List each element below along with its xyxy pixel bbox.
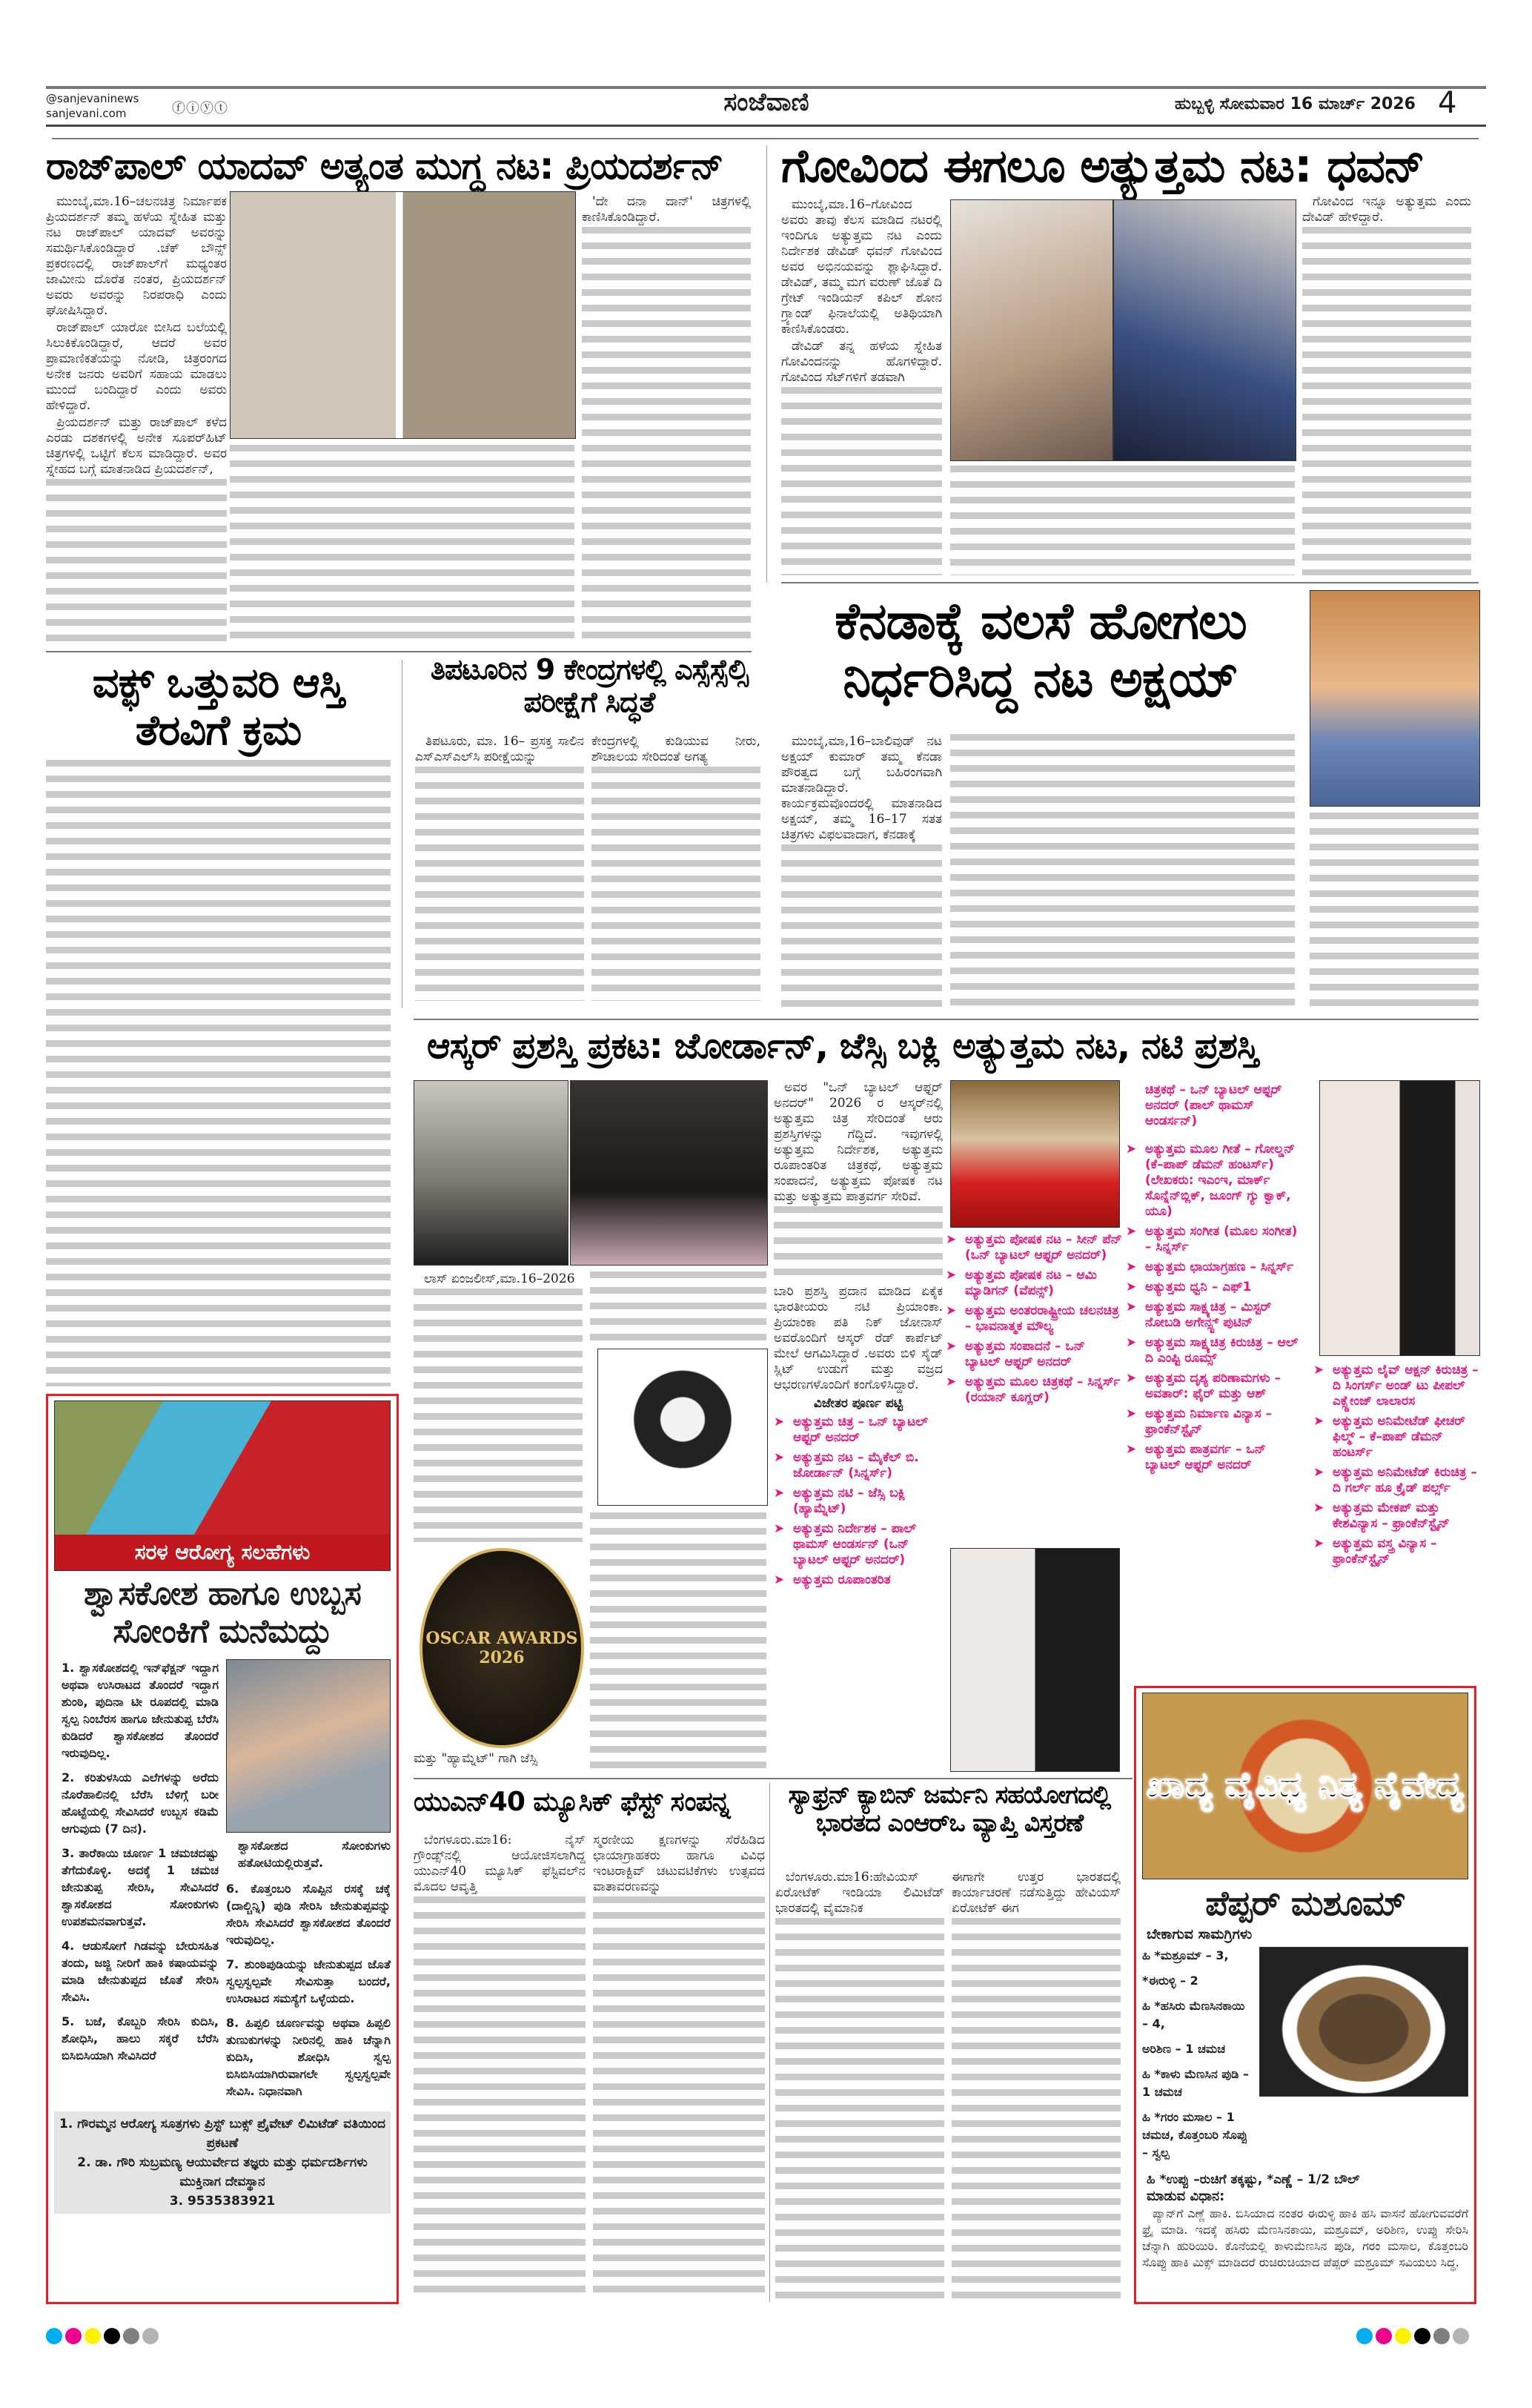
- paragraph: ಬಾರಿ ಪ್ರಶಸ್ತಿ ಪ್ರದಾನ ಮಾಡಿದ ಏಕೈಕ ಭಾರತೀಯರು ನಟಿ ಪ್ರಿಯಾಂಕಾ. ಪ್ರಿಯಾಂಕಾ ಪತಿ ನಿಕ್ ಜೋನಾಸ್ ಅವರೊಂದಿಗೆ ಆಸ್ಕರ್ ರೆಡ್ ಕಾರ್ಪೆಟ್ ಮೇಲೆ ಆಗಮಿಸಿದ್ದಾರೆ .ಅವರು ಬಿಳಿ ಸೈಡ್ ಸ್ಲಿಟ್ ಉಡುಗೆ ಮತ್ತು ವಜ್ರದ ಆಭರಣಗಳೊಂದಿಗೆ ಕಂಗೊಳಿಸಿದ್ದಾರೆ.: [774, 1284, 943, 1392]
- spices-banner-image: [1142, 1693, 1468, 1879]
- oscar-actor-photo: [597, 1349, 768, 1506]
- health-box: [46, 1394, 399, 2304]
- rajpal-headline: ರಾಜ್‌ಪಾಲ್ ಯಾದವ್ ಅತ್ಯಂತ ಮುಗ್ಧ ನಟ: ಪ್ರಿಯದರ್ಶನ್: [46, 145, 723, 188]
- winner-item: ➤ ಅತ್ಯುತ್ತಮ ದೃಶ್ಯ ಪರಿಣಾಮಗಳು – ಅವತಾರ್: ಫೈರ್ ಮತ್ತು ಆಶ್: [1126, 1371, 1300, 1402]
- recipe-method: [1142, 2206, 1468, 2271]
- tiptur-body-col1: [415, 734, 584, 1001]
- health-headline: ಶ್ವಾಸಕೋಶ ಹಾಗೂ ಉಬ್ಬಸ ಸೋಂಕಿಗೆ ಮನೆಮದ್ದು: [84, 1575, 361, 1650]
- text-lines: [414, 1896, 586, 2300]
- winner-item: ➤ ಅತ್ಯುತ್ತಮ ಸಂಪಾದನೆ – ಒನ್ ಬ್ಯಾಟಲ್ ಆಫ್ಟರ್ ಅನದರ್: [946, 1339, 1122, 1370]
- winners-list: [1126, 1142, 1300, 1478]
- govinda-body-col3: [1302, 194, 1471, 575]
- oscar-poster-image: [420, 1548, 584, 1748]
- cyan-dot: [1356, 2328, 1373, 2344]
- instagram-icon[interactable]: ⓘ: [186, 101, 200, 116]
- section-rule: [781, 582, 1479, 583]
- list-item: 2. ಡಾ. ಗೌರಿ ಸುಬ್ರಮಣ್ಯ ಆಯುರ್ವೇದ ತಜ್ಞರು ಮತ್ತು ಧರ್ಮದರ್ಶಿಗಳು ಮುಕ್ತಿನಾಗ ದೇವಸ್ಥಾನ: [77, 2155, 368, 2190]
- health-tips-left: [54, 1659, 219, 2071]
- list-item: 3. ತಾರೆಕಾಯಿ ಚೂರ್ಣ 1 ಚಮಚದಷ್ಟು ತೆಗೆದುಕೊಳ್ಳಿ. ಅದಕ್ಕೆ 1 ಚಮಚ ಜೇನುತುಪ್ಪ ಸೇರಿಸಿ, ಸೇವಿಸಿದರೆ ಶ್ವಾಸಕೋಶದ ಸೋಂಕುಗಳು ಉಪಶಮನವಾಗುತ್ತವೆ.: [62, 1846, 219, 1929]
- winner-item: ➤ ಅತ್ಯುತ್ತಮ ಪೋಷಕ ನಟ – ಆಮಿ ಮ್ಯಾಡಿಗನ್ (ವೆಪನ್ಸ್): [946, 1268, 1122, 1299]
- cyan-dot: [46, 2328, 62, 2344]
- winners-list-title: ವಿಜೇತರ ಪೂರ್ಣ ಪಟ್ಟಿ: [813, 1396, 903, 1411]
- list-item: ಹಿ *ಮಶ್ರೂಮ್ – 3,: [1142, 1948, 1229, 1962]
- ingredients-row: [1142, 1947, 1468, 2169]
- dateline: ಲಾಸ್ ಏಂಜಲೀಸ್,ಮಾ.16–2026: [424, 1271, 575, 1286]
- inhaler-man-photo: [226, 1659, 391, 1833]
- social-handle[interactable]: @sanjevaninews: [46, 92, 139, 105]
- paragraph: ಬೆಂಗಳೂರು.ಮಾ16: ನೈಸ್ ಗ್ರೌಂಡ್ಸ್‌ನಲ್ಲಿ ಆಯೋಜಿಸಲಾಗಿದ್ದ ಯುಎನ್‌40 ಮ್ಯೂಸಿಕ್ ಫೆಸ್ಟಿವಲ್‌ನ ಮೊದಲ ಆವೃತ್ತಿ: [414, 1833, 586, 1894]
- oscar-tail: ಮತ್ತು "ಹ್ಯಾಮ್ನೆಟ್" ಗಾಗಿ ಜೆಸ್ಸಿ: [414, 1751, 538, 1766]
- winner-item: ➤ ಅತ್ಯುತ್ತಮ ಅನಿಮೇಟೆಡ್ ಕಿರುಚಿತ್ರ – ದಿ ಗರ್ಲ್ ಹೂ ಕ್ರೈಡ್ ಪರ್ಲ್ಸ್: [1313, 1465, 1480, 1496]
- text-lines: [775, 1918, 944, 2300]
- paragraph: ಬೆಂಗಳೂರು.ಮಾ16:ಹೇವಿಯಸ್ ಏರೋಟೆಕ್ ಇಂಡಿಯಾ ಲಿಮಿಟೆಡ್ ಭಾರತದಲ್ಲಿ ವೈಮಾನಿಕ: [775, 1870, 944, 1916]
- yellow-dot: [1395, 2328, 1411, 2344]
- paragraph: ಮುಂಬೈ,ಮಾ.16–ಚಲನಚಿತ್ರ ನಿರ್ಮಾಪಕ ಪ್ರಿಯದರ್ಶನ್ ತಮ್ಮ ಹಳೆಯ ಸ್ನೇಹಿತ ಮತ್ತು ನಟ ರಾಜ್‌ಪಾಲ್ ಯಾದವ್ ಅವರನ್ನು ಸಮರ್ಥಿಸಿಕೊಂಡಿದ್ದಾರೆ .ಚೆಕ್ ಬೌನ್ಸ್ ಪ್ರಕರಣದಲ್ಲಿ ರಾಜ್‌ಪಾಲ್‌ಗೆ ಮಧ್ಯಂತರ ಜಾಮೀನು ದೊರೆತ ನಂತರ, ಪ್ರಿಯದರ್ಶನ್ ಅವರು ಅವರನ್ನು ನಿರಪರಾಧಿ ಎಂದು ಘೋಷಿಸಿದ್ದಾರೆ.: [46, 194, 227, 318]
- govinda-photo: [1113, 199, 1296, 461]
- winner-item: ➤ ಅತ್ಯುತ್ತಮ ಚಿತ್ರ – ಒನ್ ಬ್ಯಾಟಲ್ ಆಫ್ಟರ್ ಅನದರ್: [774, 1415, 943, 1446]
- paragraph: ರಾಜ್‌ಪಾಲ್ ಯಾರೋ ಬೀಸಿದ ಬಲೆಯಲ್ಲಿ ಸಿಲುಕಿಕೊಂಡಿದ್ದಾರೆ, ಆದರೆ ಅವರ ಪ್ರಾಮಾಣಿಕತೆಯನ್ನು ನೋಡಿ, ಚಿತ್ರರಂಗದ ಅನೇಕ ಜನರು ಅವರಿಗೆ ಸಹಾಯ ಮಾಡಲು ಮುಂದೆ ಬಂದಿದ್ದಾರೆ ಎಂದು ಅವರು ಹೇಳಿದ್ದಾರೆ.: [46, 320, 227, 413]
- site-link[interactable]: sanjevani.com: [46, 107, 127, 120]
- david-dhawan-photo: [950, 199, 1113, 461]
- list-item: 2. ಕರಿತುಳಸಿಯ ಎಲೆಗಳನ್ನು ಅರೆದು ನೊರೆಹಾಲಿನಲ್ಲಿ ಬೆರೆಸಿ ಬೆಳಿಗ್ಗೆ ಬರೀ ಹೊಟ್ಟೆಯಲ್ಲಿ ಸೇವಿಸಿದರೆ ಉಬ್ಬಸ ಕಡಿಮೆ ಆಗುವುದು (7 ದಿನ).: [62, 1770, 219, 1836]
- method-title: ಮಾಡುವ ವಿಧಾನ:: [1147, 2188, 1225, 2204]
- list-item: 8. ಹಿಪ್ಪಲಿ ಚೂರ್ಣವನ್ನು ಅಥವಾ ಹಿಪ್ಪಲಿ ತುಣುಕುಗಳನ್ನು ನೀರಿನಲ್ಲಿ ಹಾಕಿ ಚೆನ್ನಾಗಿ ಕುದಿಸಿ, ಶೋಧಿಸಿ ಸ್ವಲ್ಪ ಬಿಸಿಬಿಸಿಯಾಗಿರುವಾಗಲೇ ಸ್ವಲ್ಪಸ್ವಲ್ಪವೇ ಸೇವಿಸಿ. ನಿಧಾನವಾಗಿ: [226, 2016, 391, 2099]
- winner-item: ➤ ಅತ್ಯುತ್ತಮ ವಸ್ತ್ರ ವಿನ್ಯಾಸ – ಫ್ರಾಂಕೆನ್‌ಸ್ಟೈನ್: [1313, 1536, 1480, 1567]
- paragraph: ಪ್ಯಾನ್‌ಗೆ ಎಣ್ಣೆ ಹಾಕಿ. ಬಿಸಿಯಾದ ನಂತರ ಈರುಳ್ಳಿ ಹಾಕಿ ಹಸಿ ವಾಸನೆ ಹೋಗುವವರೆಗೆ ಫ್ರೈ ಮಾಡಿ. ಇದಕ್ಕೆ ಹಸಿರು ಮೆಣಸಿನಕಾಯಿ, ಮಶ್ರೂಮ್, ಅರಿಶಿಣ, ಉಪ್ಪು ಸೇರಿಸಿ ಚೆನ್ನಾಗಿ ಹುರಿಯಿರಿ. ಕೊನೆಯಲ್ಲಿ ಕಾಳುಮೆಣಸಿನ ಪುಡಿ, ಗರಂ ಮಸಾಲ, ಕೊತ್ತಂಬರಿ ಸೊಪ್ಪು ಹಾಕಿ ಮಿಕ್ಸ್ ಮಾಡಿದರೆ ರುಚಿರುಚಿಯಾದ ಪೆಪ್ಪರ್ ಮಶ್ರೂಮ್ ಸವಿಯಲು ಸಿದ್ಧ.: [1142, 2206, 1468, 2269]
- un40-body-col2: [593, 1833, 765, 2300]
- oscar-body-col2-bottom: [590, 1512, 766, 1768]
- list-item: 7. ಶುಂಠಿಪುಡಿಯನ್ನು ಜೇನುತುಪ್ಪದ ಜೊತೆ ಸ್ವಲ್ಪಸ್ವಲ್ಪವೇ ಸೇವಿಸುತ್ತಾ ಬಂದರೆ, ಉಸಿರಾಟದ ಸಮಸ್ಯೆಗೆ ಒಳ್ಳೆಯದು.: [226, 1957, 391, 2006]
- black-dot: [104, 2328, 120, 2344]
- oscar-body-col2-top: [590, 1271, 766, 1342]
- section-rule: [414, 1019, 1479, 1020]
- section-rule: [414, 1778, 1133, 1779]
- akshay-body-col1: [781, 734, 942, 1013]
- winner-item: ➤ ಅತ್ಯುತ್ತಮ ಮೇಕಪ್ ಮತ್ತು ಕೇಶವಿನ್ಯಾಸ – ಫ್ರಾಂಕೆನ್‌ಸ್ಟೈನ್: [1313, 1501, 1480, 1532]
- paragraph: ತಿಪಟೂರು, ಮಾ. 16– ಪ್ರಸಕ್ತ ಸಾಲಿನ ಎಸ್‌ಎಸ್‌ಎಲ್‌ಸಿ ಪರೀಕ್ಷೆಯನ್ನು: [415, 734, 584, 764]
- yellow-dot: [84, 2328, 101, 2344]
- paragraph: ಕೇಂದ್ರಗಳಲ್ಲಿ ಕುಡಿಯುವ ನೀರು, ಶೌಚಾಲಯ ಸೇರಿದಂತೆ ಅಗತ್ಯ: [591, 734, 760, 764]
- winners-list: [774, 1415, 943, 1588]
- winner-item: ➤ ಅತ್ಯುತ್ತಮ ಮೂಲ ಚಿತ್ರಕಥೆ – ಸಿನ್ನರ್ಸ್ (ರಯಾನ್ ಕೂಗ್ಲರ್): [946, 1375, 1122, 1406]
- black-dot: [1414, 2328, 1430, 2344]
- paragraph: 'ದೇ ದನಾ ದಾನ್' ಚಿತ್ರಗಳಲ್ಲಿ ಕಾಣಿಸಿಕೊಂಡಿದ್ದಾರೆ.: [582, 194, 751, 225]
- tiptur-headline: ತಿಪಟೂರಿನ 9 ಕೇಂದ್ರಗಳಲ್ಲಿ ಎಸ್ಸೆಸ್ಸೆಲ್ಸಿ ಪರೀಕ್ಷೆಗೆ ಸಿದ್ಧತೆ: [430, 653, 749, 718]
- list-item: ಅರಿಶಿಣ – 1 ಚಮಚ: [1142, 2041, 1226, 2056]
- govinda-headline: ಗೋವಿಂದ ಈಗಲೂ ಅತ್ಯುತ್ತಮ ನಟ: ಧವನ್: [781, 139, 1425, 193]
- ingredients-last: ಹಿ *ಉಪ್ಪು –ರುಚಿಗೆ ತಕ್ಕಷ್ಟು, *ಎಣ್ಣೆ – 1/2 ಬೌಲ್: [1147, 2172, 1360, 2187]
- column-divider: [766, 145, 767, 583]
- column-divider: [769, 1783, 770, 2302]
- gray-dot: [123, 2328, 139, 2344]
- winners-list-continued: ಚಿತ್ರಕಥೆ – ಒನ್ ಬ್ಯಾಟಲ್ ಆಫ್ಟರ್ ಅನದರ್ (ಪಾಲ್ ಥಾಮಸ್ ಆಂಡರ್ಸನ್): [1145, 1082, 1282, 1128]
- recipe-box: [1134, 1686, 1476, 2304]
- winner-item: ➤ ಅತ್ಯುತ್ತಮ ಮೂಲ ಗೀತೆ – ಗೋಲ್ಡನ್ (ಕೆ–ಪಾಪ್ ಡೆಮನ್ ಹಂಟರ್ಸ್) (ಲೇಖಕರು: ಇಎಂಇ, ಮಾರ್ಕ್ ಸೊನ್ನೆನ್‌ಬ್ಲಿಕ್, ಜೂಂಗ್ ಗ್ಯು ಕ್ವಾಕ್, ಯೂ): [1126, 1142, 1300, 1220]
- text-lines: [781, 844, 942, 1013]
- health-credits: [54, 2111, 391, 2214]
- health-banner-image: [54, 1400, 391, 1571]
- govinda-body-col2: [950, 466, 1295, 575]
- list-item: *ಈರುಳ್ಳಿ – 2: [1142, 1973, 1198, 1988]
- list-item: ಹಿ *ಕಾಳು ಮೆಣಸಿನ ಪುಡಿ – 1 ಚಮಚ: [1142, 2066, 1249, 2099]
- oscar-director-photo: [414, 1080, 568, 1266]
- health-tips-row: [54, 1659, 391, 2107]
- light-gray-dot: [1453, 2328, 1469, 2344]
- paragraph: ಗೋವಿಂದ ಇನ್ನೂ ಅತ್ಯುತ್ತಮ ಎಂದು ದೇವಿಡ್ ಹೇಳಿದ್ದಾರೆ.: [1302, 194, 1471, 225]
- masthead-rule: [46, 125, 1486, 127]
- winner-item: ➤ ಅತ್ಯುತ್ತಮ ಅನಿಮೇಟೆಡ್ ಫೀಚರ್ ಫಿಲ್ಮ್ – ಕೆ–ಪಾಪ್ ಡೆಮನ್ ಹಂಟರ್ಸ್: [1313, 1414, 1480, 1461]
- priyanka-red-carpet-photo: [1319, 1080, 1480, 1356]
- text-lines: [781, 387, 942, 575]
- text-lines: [414, 1289, 583, 1542]
- winner-item: ➤ ಅತ್ಯುತ್ತಮ ಪೋಷಕ ನಟ – ಸೀನ್ ಪೆನ್ (ಒನ್ ಬ್ಯಾಟಲ್ ಆಫ್ಟರ್ ಅನದರ್): [946, 1232, 1122, 1263]
- oscar-headline: ಆಸ್ಕರ್ ಪ್ರಶಸ್ತಿ ಪ್ರಕಟ: ಜೋರ್ಡಾನ್, ಜೆಸ್ಸಿ ಬಕ್ಲಿ ಅತ್ಯುತ್ತಮ ನಟ, ನಟಿ ಪ್ರಶಸ್ತಿ: [427, 1025, 1259, 1067]
- health-right-column: [226, 1659, 391, 2107]
- paragraph: ಸ್ಮರಣೀಯ ಕ್ಷಣಗಳನ್ನು ಸೆರೆಹಿಡಿದ ಛಾಯಾಗ್ರಾಹಕರು ಹಾಗೂ ವಿವಿಧ ಇಂಟರಾಕ್ಟಿವ್ ಚಟುವಟಿಕೆಗಳು ಉತ್ಸವದ ವಾತಾವರಣವನ್ನು: [593, 1833, 765, 1894]
- winner-item: ➤ ಅತ್ಯುತ್ತಮ ನಿರ್ಮಾಣ ವಿನ್ಯಾಸ – ಫ್ರಾಂಕೆನ್‌ಸ್ಟೈನ್: [1126, 1406, 1300, 1438]
- saffron-body-col1: [775, 1870, 944, 2300]
- saffron-body-col2: [952, 1870, 1121, 2300]
- akshay-photo: [1310, 590, 1480, 807]
- winners-list: [1313, 1363, 1480, 1572]
- winner-item: ➤ ಅತ್ಯುತ್ತಮ ರೂಪಾಂತರಿತ: [774, 1572, 943, 1588]
- poster-text: OSCAR AWARDS 2026: [425, 1629, 578, 1667]
- winner-item: ➤ ಅತ್ಯುತ್ತಮ ಸಾಕ್ಷ್ಯಚಿತ್ರ ಕಿರುಚಿತ್ರ – ಆಲ್ ದಿ ಎಂಪ್ಟಿ ರೂಮ್ಸ್: [1126, 1335, 1300, 1366]
- winner-item: ➤ ಅತ್ಯುತ್ತಮ ಅಂತರರಾಷ್ಟ್ರೀಯ ಚಲನಚಿತ್ರ – ಭಾವನಾತ್ಮಕ ಮೌಲ್ಯ: [946, 1303, 1122, 1334]
- un40-headline: ಯುಎನ್‌40 ಮ್ಯೂಸಿಕ್ ಫೆಸ್ಟ್ ಸಂಪನ್ನ: [414, 1787, 730, 1817]
- saffron-headline: ಸ್ಯಾಫ್ರನ್ ಕ್ಯಾಬಿನ್ ಜರ್ಮನಿ ಸಹಯೋಗದಲ್ಲಿ ಭಾರತದ ಎಂಆರ್‌ಒ ವ್ಯಾಪ್ತಿ ವಿಸ್ತರಣೆ: [788, 1780, 1111, 1837]
- rajpal-priyadarshan-photo: [230, 191, 576, 439]
- text-lines: [952, 1918, 1121, 2300]
- winners-list: [946, 1232, 1122, 1410]
- oscar-body-col1: [414, 1271, 583, 1542]
- winner-item: ➤ ಅತ್ಯುತ್ತಮ ಸಂಗೀತ (ಮೂಲ ಸಂಗೀತ) – ಸಿನ್ನರ್ಸ್: [1126, 1224, 1300, 1255]
- wakf-headline: ವಕ್ಫ್ ಒತ್ತುವರಿ ಆಸ್ತಿ ತೆರವಿಗೆ ಕ್ರಮ: [92, 659, 345, 755]
- winner-item: ➤ ಅತ್ಯುತ್ತಮ ಸಾಕ್ಷ್ಯಚಿತ್ರ – ಮಿಸ್ಟರ್ ನೋಬಡಿ ಅಗೇನ್ಸ್ಟ್ ಪುಟಿನ್: [1126, 1300, 1300, 1331]
- list-item: ಹಿ *ಹಸಿರು ಮೆಣಸಿನಕಾಯಿ – 4,: [1142, 1998, 1245, 2031]
- paragraph: ಡೇವಿಡ್ ತನ್ನ ಹಳೆಯ ಸ್ನೇಹಿತ ಗೋವಿಂದನನ್ನು ಹೊಗಳಿದ್ದಾರೆ. ಗೋವಿಂದ ಸೆಟ್‌ಗಳಿಗೆ ತಡವಾಗಿ: [781, 339, 942, 385]
- oscar-winners-group-photo: [570, 1080, 768, 1266]
- magenta-dot: [65, 2328, 82, 2344]
- text-lines: [774, 1206, 943, 1284]
- tiptur-body-col2: [591, 734, 760, 1001]
- dateline: ಹುಬ್ಬಳ್ಳಿ ಸೋಮವಾರ 16 ಮಾರ್ಚ್ 2026: [1174, 95, 1416, 113]
- text-lines: [46, 479, 227, 645]
- magenta-dot: [1376, 2328, 1392, 2344]
- winner-item: ➤ ಅತ್ಯುತ್ತಮ ಪಾತ್ರವರ್ಗ – ಒನ್ ಬ್ಯಾಟಲ್ ಆಫ್ಟರ್ ಅನದರ್: [1126, 1442, 1300, 1473]
- oscar-body-col3: [774, 1080, 943, 1592]
- tip-5-continued: ಶ್ವಾಸಕೋಶದ ಸೋಂಕುಗಳು ಹತೋಟಿಯಲ್ಲಿರುತ್ತವೆ.: [238, 1839, 391, 1870]
- ingredients-list: [1142, 1947, 1253, 2169]
- rajpal-body-col3: [582, 194, 751, 645]
- winner-item: ➤ ಅತ್ಯುತ್ತಮ ನಟಿ – ಜೆಸ್ಸಿ ಬಕ್ಲಿ (ಹ್ಯಾಮ್ನೆಟ್): [774, 1486, 943, 1517]
- text-lines: [415, 767, 584, 1001]
- page-number: 4: [1438, 86, 1457, 120]
- un40-body-col1: [414, 1833, 586, 2300]
- govinda-body-col1: [781, 197, 942, 575]
- section-rule: [46, 651, 752, 652]
- color-registration-right: [1356, 2328, 1472, 2347]
- winner-item: ➤ ಅತ್ಯುತ್ತಮ ನಟ – ಮೈಕೆಲ್ ಬಿ. ಜೋರ್ಡಾನ್ (ಸಿನ್ನರ್ಸ್): [774, 1450, 943, 1481]
- text-lines: [582, 227, 751, 645]
- paragraph: ಅವರ "ಒನ್ ಬ್ಯಾಟಲ್ ಆಫ್ಟರ್ ಅನದರ್" 2026 ರ ಆಸ್ಕರ್‌ನಲ್ಲಿ ಅತ್ಯುತ್ತಮ ಚಿತ್ರ ಸೇರಿದಂತೆ ಆರು ಪ್ರಶಸ್ತಿಗಳನ್ನು ಗೆದ್ದಿದೆ. ಇವುಗಳಲ್ಲಿ ಅತ್ಯುತ್ತಮ ನಿರ್ದೇಶಕ, ಅತ್ಯುತ್ತಮ ರೂಪಾಂತರಿತ ಚಿತ್ರಕಥೆ, ಅತ್ಯುತ್ತಮ ಸಂಪಾದನೆ, ಅತ್ಯುತ್ತಮ ಪೋಷಕ ನಟ ಮತ್ತು ಅತ್ಯುತ್ತಮ ಪಾತ್ರವರ್ಗ ಸೇರಿವೆ.: [774, 1080, 943, 1204]
- list-item: 1. ಶ್ವಾಸಕೋಶದಲ್ಲಿ ಇನ್‌ಫೆಕ್ಷನ್ ಇದ್ದಾಗ ಅಥವಾ ಉಸಿರಾಟದ ತೊಂದರೆ ಇದ್ದಾಗ ಶುಂಠಿ, ಪುದಿನಾ ಟೀ ರೂಪದಲ್ಲಿ ಮಾಡಿ ಸ್ವಲ್ಪ ನಿಂಬೆರಸ ಹಾಗೂ ಜೇನುತುಪ್ಪ ಬೆರೆಸಿ ಕುಡಿದರೆ ಶ್ವಾಸಕೋಶದ ತೊಂದರೆ ಇರುವುದಿಲ್ಲ.: [62, 1661, 219, 1761]
- pepper-mushroom-photo: [1259, 1947, 1468, 2097]
- health-banner-text: ಸರಳ ಆರೋಗ್ಯ ಸಲಹೆಗಳು: [55, 1535, 390, 1570]
- facebook-icon[interactable]: ⓕ: [172, 101, 186, 116]
- gray-dot: [1433, 2328, 1450, 2344]
- akshay-body-col2: [950, 734, 1295, 1013]
- list-item: 4. ಆಡುಸೋಗೆ ಗಿಡವನ್ನು ಬೇರುಸಹಿತ ತಂದು, ಜಜ್ಜಿ ನೀರಿಗೆ ಹಾಕಿ ಕಷಾಯವನ್ನು ಮಾಡಿ ಜೇನುತುಪ್ಪದ ಜೊತೆ ಸೇರಿಸಿ ಸೇವಿಸಿ.: [62, 1939, 219, 2005]
- social-icons: [172, 98, 228, 117]
- akshay-headline: ಕೆನಡಾಕ್ಕೆ ವಲಸೆ ಹೋಗಲು ನಿರ್ಧರಿಸಿದ್ದ ನಟ ಅಕ್ಷಯ್: [835, 592, 1247, 710]
- paragraph: ಮುಂಬೈ,ಮಾ.16–ಗೋವಿಂದ ಅವರು ತಾವು ಕೆಲಸ ಮಾಡಿದ ನಟರಲ್ಲಿ ಇಂದಿಗೂ ಅತ್ಯುತ್ತಮ ನಟ ಎಂದು ನಿರ್ದೇಶಕ ಡೇವಿಡ್ ಧವನ್ ಗೋವಿಂದ ಅವರ ಅಭಿನಯವನ್ನು ಶ್ಲಾಘಿಸಿದ್ದಾರೆ. ಡೇವಿಡ್, ತಮ್ಮ ಮಗ ವರುಣ್ ಜೊತೆ ದಿ ಗ್ರೇಟ್ ಇಂಡಿಯನ್ ಕಪಿಲ್ ಶೋನ ಗ್ರ್ಯಾಂಡ್ ಫಿನಾಲೆಯಲ್ಲಿ ಅತಿಥಿಯಾಗಿ ಕಾಣಿಸಿಕೊಂಡರು.: [781, 197, 942, 337]
- wakf-body: [46, 760, 391, 1386]
- newspaper-logo: ಸಂಜೆವಾಣಿ: [723, 87, 809, 117]
- text-lines: [593, 1896, 765, 2300]
- text-lines: [591, 767, 760, 1001]
- winner-item: ➤ ಅತ್ಯುತ್ತಮ ಛಾಯಾಗ್ರಹಣ – ಸಿನ್ನರ್ಸ್: [1126, 1260, 1300, 1275]
- list-item: ಹಿ *ಗರಂ ಮಸಾಲ – 1 ಚಮಚ, ಕೊತ್ತಂಬರಿ ಸೊಪ್ಪು – ಸ್ವಲ್ಪ: [1142, 2109, 1248, 2160]
- paragraph: ಈಗಾಗೇ ಉತ್ತರ ಭಾರತದಲ್ಲಿ ಕಾರ್ಯಾಚರಣೆ ನಡೆಸುತ್ತಿದ್ದು ಹೇವಿಯಸ್ ಏರೋಟೆಕ್ ಈಗ: [952, 1870, 1121, 1916]
- list-item: 3. 9535383921: [169, 2194, 276, 2209]
- list-item: 1. ಗೌರಮ್ಮನ ಆರೋಗ್ಯ ಸೂತ್ರಗಳು ಪ್ರಿಸ್ಟ್ ಬುಕ್ಸ್ ಪ್ರೈವೇಟ್ ಲಿಮಿಟೆಡ್ ವತಿಯಿಂದ ಪ್ರಕಟಣೆ: [59, 2117, 385, 2151]
- recipe-title: ಪೆಪ್ಪರ್ ಮಶೂಮ್: [1205, 1883, 1405, 1923]
- color-registration-left: [46, 2328, 162, 2347]
- winner-item: ➤ ಅತ್ಯುತ್ತಮ ನಿರ್ದೇಶಕ – ಪಾಲ್ ಥಾಮಸ್ ಆಂಡರ್ಸನ್ (ಒನ್ ಬ್ಯಾಟಲ್ ಆಫ್ಟರ್ ಅನದರ್): [774, 1521, 943, 1568]
- paragraph: ಪ್ರಿಯದರ್ಶನ್ ಮತ್ತು ರಾಜ್‌ಪಾಲ್ ಕಳೆದ ಎರಡು ದಶಕಗಳಲ್ಲಿ ಅನೇಕ ಸೂಪರ್‌ಹಿಟ್ ಚಿತ್ರಗಳಲ್ಲಿ ಒಟ್ಟಿಗೆ ಕೆಲಸ ಮಾಡಿದ್ದಾರೆ. ಅವರ ಸ್ನೇಹದ ಬಗ್ಗೆ ಮಾತನಾಡಿದ ಪ್ರಿಯದರ್ಶನ್,: [46, 415, 227, 477]
- priyanka-nick-photo: [950, 1548, 1120, 1772]
- akshay-body-col3: [1310, 813, 1479, 1013]
- ingredients-title: ಬೇಕಾಗುವ ಸಾಮಗ್ರಿಗಳು: [1147, 1925, 1253, 1942]
- twitter-icon[interactable]: ⓣ: [214, 101, 228, 116]
- rajpal-body-col2: [230, 445, 574, 644]
- text-lines: [1302, 227, 1471, 575]
- recipe-banner-text: ಖಾದ್ಯ ವೈವಿಧ್ಯ ನಿತ್ಯ ನೈವೇದ್ಯ: [1146, 1764, 1465, 1807]
- rajpal-body-col1: [46, 194, 227, 645]
- health-tips-right: [226, 1880, 391, 2100]
- youtube-icon[interactable]: ⓨ: [200, 101, 214, 116]
- winner-item: ➤ ಅತ್ಯುತ್ತಮ ಧ್ವನಿ – ಎಫ್1: [1126, 1280, 1300, 1295]
- list-item: 5. ಬಜೆ, ಕೊಬ್ಬರಿ ಸೇರಿಸಿ ಕುದಿಸಿ, ಶೋಧಿಸಿ, ಹಾಲು ಸಕ್ಕರೆ ಬೆರೆಸಿ ಬಿಸಿಬಿಸಿಯಾಗಿ ಸೇವಿಸಿದರೆ: [62, 2014, 219, 2063]
- winner-item: ➤ ಅತ್ಯುತ್ತಮ ಲೈವ್ ಆಕ್ಷನ್ ಕಿರುಚಿತ್ರ – ದಿ ಸಿಂಗರ್ಸ್ ಅಂಡ್ ಟು ಪೀಪಲ್ ಎಕ್ಸ್ಚೇಂಜ್ ಲಾಲಾರಸ: [1313, 1363, 1480, 1409]
- jessie-buckley-photo: [950, 1080, 1120, 1228]
- list-item: 6. ಕೊತ್ತಂಬರಿ ಸೊಪ್ಪಿನ ರಸಕ್ಕೆ ಚಕ್ಕೆ (ದಾಲ್ಚಿನ್ನಿ) ಪುಡಿ ಸೇರಿಸಿ ಜೇನುತುಪ್ಪವನ್ನು ಸೇರಿಸಿ ಸೇವಿಸಿದರೆ ಶ್ವಾಸಕೋಶದ ತೊಂದರೆ ಇರುವುದಿಲ್ಲ.: [226, 1882, 391, 1948]
- light-gray-dot: [142, 2328, 159, 2344]
- paragraph: ಮುಂಬೈ,ಮಾ,16–ಬಾಲಿವುಡ್ ನಟ ಅಕ್ಷಯ್ ಕುಮಾರ್ ತಮ್ಮ ಕೆನಡಾ ಪೌರತ್ವದ ಬಗ್ಗೆ ಬಹಿರಂಗವಾಗಿ ಮಾತನಾಡಿದ್ದಾರೆ. ಕಾರ್ಯಕ್ರಮವೊಂದರಲ್ಲಿ ಮಾತನಾಡಿದ ಅಕ್ಷಯ್, ತಮ್ಮ 16–17 ಸತತ ಚಿತ್ರಗಳು ವಿಫಲವಾದಾಗ, ಕೆನಡಾಕ್ಕೆ: [781, 734, 942, 842]
